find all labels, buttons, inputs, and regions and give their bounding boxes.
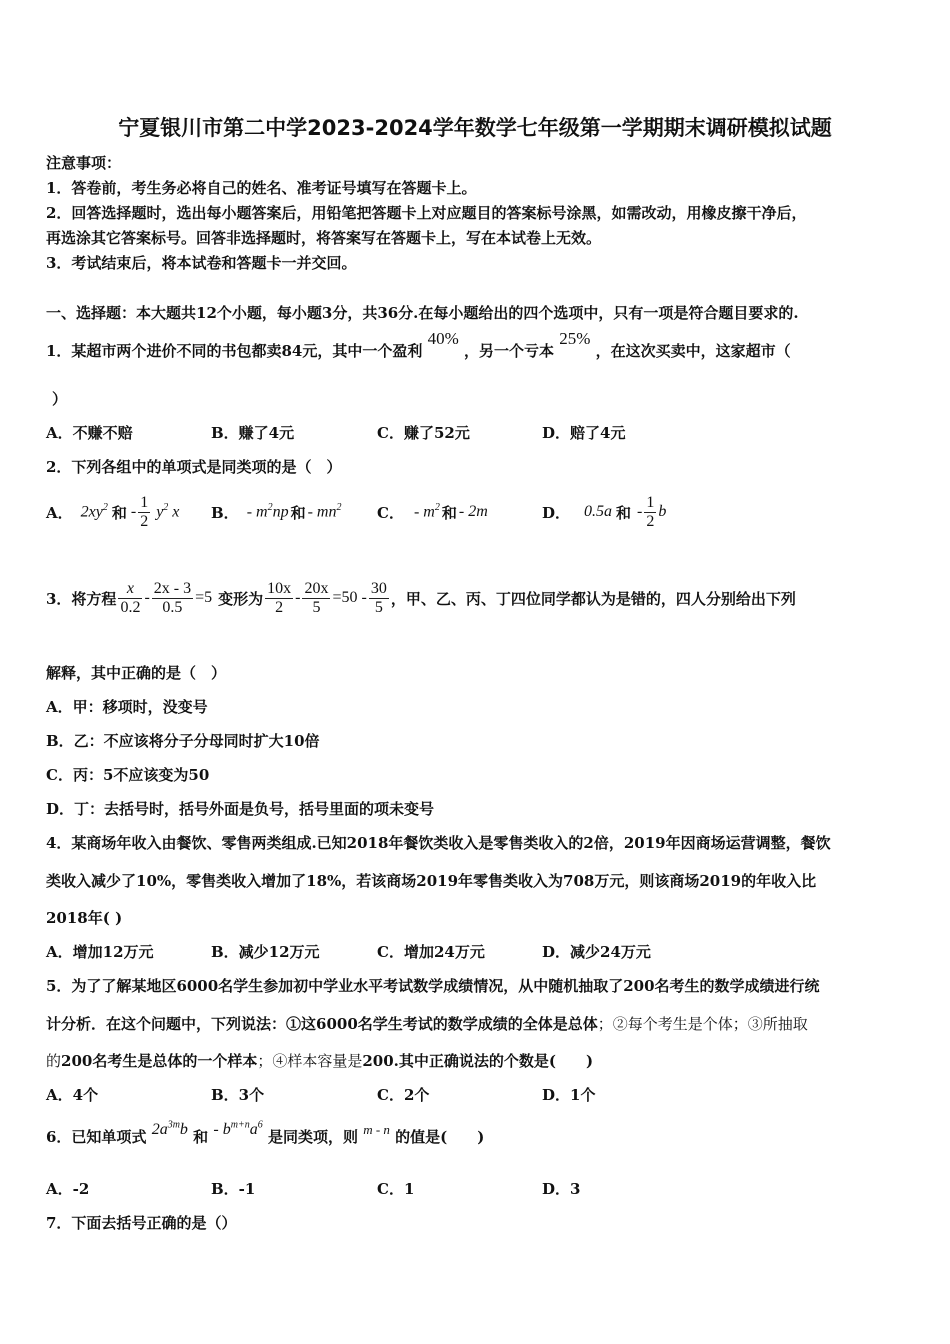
q6-text-b: 是同类项，则	[267, 1128, 358, 1146]
q3-minus-1: -	[144, 589, 150, 606]
q3-option-a[interactable]: A．甲：移项时，没变号	[46, 698, 208, 716]
q3-frac3-den: 2	[275, 598, 284, 616]
q2-c-m: - m	[413, 503, 435, 521]
question-4-line-3: 2018年( )	[46, 909, 123, 927]
q2-d-b: b	[658, 503, 667, 520]
q3-frac2-num: 2x - 3	[153, 579, 192, 597]
q6-term2-a: a	[249, 1121, 258, 1138]
q2-b-and: 和	[290, 503, 306, 522]
q2-b-term1	[247, 502, 289, 521]
q6-term2-base: - b	[213, 1121, 231, 1138]
q1-option-d[interactable]: D．赔了4元	[542, 424, 626, 442]
q1-option-c[interactable]: C．赚了52元	[377, 424, 470, 442]
question-3	[46, 574, 796, 622]
q1-close-paren: ）	[52, 390, 68, 408]
q2-b-np: np	[272, 503, 289, 521]
q1-text-a: 1．某超市两个进价不同的书包都卖84元，其中一个盈利	[46, 342, 423, 360]
q2-d-frac-den: 2	[646, 512, 655, 530]
q6-term1-b: b	[179, 1121, 188, 1138]
q3-frac1	[118, 580, 142, 617]
q5-l3-a: 的	[46, 1052, 62, 1070]
q6-option-d[interactable]: D．3	[542, 1180, 581, 1198]
notice-item-2-cont: 再选涂其它答案标号。回答非选择题时，将答案写在答题卡上，写在本试卷上无效。	[46, 229, 602, 247]
q3-frac1-den: 0.2	[120, 598, 141, 616]
q2-option-a[interactable]	[46, 490, 179, 534]
q2-d-frac-num: 1	[646, 493, 655, 511]
q2-option-d[interactable]	[542, 490, 666, 534]
q2-c-term1	[414, 502, 440, 521]
q2-a-minus: -	[130, 503, 137, 520]
q2-a-fraction	[138, 494, 150, 531]
question-4-line-2: 类收入减少了10%，零售类收入增加了18%，若该商场2019年零售类收入为708万元，则该商场2019的年收入比	[46, 872, 817, 890]
q3-minus-2: -	[295, 589, 301, 606]
q3-frac5	[369, 580, 389, 617]
q5-l3-b: 200名考生是总体的一个样本	[61, 1052, 258, 1070]
q2-a-term1-base: 2xy	[80, 503, 103, 521]
question-5-line-1: 5．为了了解某地区6000名学生参加初中学业水平考试数学成绩情况，从中随机抽取了200名考生的数学成绩进行统	[46, 977, 820, 995]
q6-option-b[interactable]: B．-1	[211, 1180, 256, 1198]
q6-term1-base: 2a	[151, 1121, 168, 1138]
q3-text-b: ，甲、乙、丙、丁四位同学都认为是错的，四人分别给出下列	[390, 589, 796, 608]
q2-d-term1: 0.5a	[584, 503, 613, 520]
question-1	[46, 329, 791, 361]
q3-text-a: 3．将方程	[46, 589, 117, 608]
q3-option-b[interactable]: B．乙：不应该将分子分母同时扩大10倍	[46, 732, 320, 750]
q3-frac1-num: x	[118, 580, 142, 599]
q6-text-a: 6．已知单项式	[46, 1128, 147, 1146]
q4-option-d[interactable]: D．减少24万元	[542, 943, 651, 961]
q1-option-b[interactable]: B．赚了4元	[211, 424, 295, 442]
q2-option-c-label: C．	[377, 503, 404, 522]
q4-option-a[interactable]: A．增加12万元	[46, 943, 154, 961]
q2-option-b-label: B．	[211, 503, 239, 522]
q6-term3: m - n	[363, 1122, 390, 1137]
q5-l2-b: 6000名学生考试的数学成绩的全体是总体	[316, 1015, 598, 1033]
q2-b-m: - m	[246, 503, 268, 521]
q2-b-term2	[308, 502, 342, 521]
page-title: 宁夏银川市第二中学2023-2024学年数学七年级第一学期期末调研模拟试题	[118, 116, 832, 140]
q2-a-term1-exp: 2	[102, 502, 108, 514]
question-5-line-2	[46, 1013, 808, 1034]
q6-text-c: 的值是( )	[395, 1128, 485, 1146]
q2-a-y: y	[156, 503, 164, 521]
q3-frac3-num: 10x	[267, 579, 292, 597]
q6-term2	[213, 1121, 262, 1138]
q1-text-c: ，在这次买卖中，这家超市（	[595, 342, 791, 360]
q2-option-a-label: A．	[46, 503, 73, 522]
q5-option-c[interactable]: C．2个	[377, 1086, 430, 1104]
q3-frac5-num: 30	[370, 579, 387, 597]
q5-option-d[interactable]: D．1个	[542, 1086, 596, 1104]
question-4-line-1: 4．某商场年收入由餐饮、零售两类组成.已知2018年餐饮类收入是零售类收入的2倍，2019年因商场运营调整，餐饮	[46, 834, 831, 852]
q2-a-and: 和	[111, 503, 127, 522]
q2-c-and: 和	[441, 503, 457, 522]
q2-option-d-label: D．	[542, 503, 571, 522]
q6-term1-exp: 3m	[167, 1119, 180, 1131]
q1-text-b: ，另一个亏本	[463, 342, 554, 360]
q1-percent-loss: 25%	[559, 329, 591, 348]
q2-a-term2	[156, 502, 179, 521]
q5-l2-c: ；②每个考生是个体；③所抽取	[597, 1015, 808, 1033]
q5-option-b[interactable]: B．3个	[211, 1086, 265, 1104]
q2-option-b[interactable]	[211, 490, 341, 534]
q5-l3-c: ；④样本容量是	[257, 1052, 363, 1070]
q2-a-y-exp: 2	[163, 502, 169, 514]
question-2: 2．下列各组中的单项式是同类项的是（ ）	[46, 458, 342, 476]
q2-a-frac-den: 2	[140, 512, 149, 530]
q2-b-mn: - mn	[307, 503, 337, 521]
notice-heading: 注意事项：	[46, 154, 122, 172]
q6-option-a[interactable]: A．-2	[46, 1180, 90, 1198]
q3-frac2-den: 0.5	[162, 598, 183, 616]
q3-option-c[interactable]: C．丙：5不应该变为50	[46, 766, 210, 784]
q3-eq1: =5	[195, 589, 213, 606]
q2-a-term1	[81, 502, 108, 521]
q2-b-m-exp: 2	[267, 502, 273, 514]
q5-option-a[interactable]: A．4个	[46, 1086, 99, 1104]
q2-c-term2: - 2m	[458, 503, 488, 520]
q3-option-d[interactable]: D．丁：去括号时，括号外面是负号，括号里面的项未变号	[46, 800, 435, 818]
notice-item-2: 2．回答选择题时，选出每小题答案后，用铅笔把答题卡上对应题目的答案标号涂黑，如需改动，用橡皮擦干净后，	[46, 204, 807, 222]
q1-option-a[interactable]: A．不赚不赔	[46, 424, 133, 442]
q6-term1	[152, 1121, 188, 1138]
notice-item-3: 3．考试结束后，将本试卷和答题卡一并交回。	[46, 254, 357, 272]
q2-d-minus: -	[637, 503, 643, 520]
q3-frac2	[152, 580, 193, 617]
q2-a-x: x	[172, 503, 180, 521]
q6-and: 和	[193, 1128, 209, 1146]
q4-option-c[interactable]: C．增加24万元	[377, 943, 485, 961]
q2-c-m-exp: 2	[434, 502, 440, 514]
question-7: 7．下面去括号正确的是（）	[46, 1214, 237, 1232]
q3-frac4-den: 5	[312, 598, 321, 616]
q2-a-frac-num: 1	[140, 493, 149, 511]
q1-percent-gain: 40%	[427, 329, 459, 348]
q5-l3-d: 200.其中正确说法的个数是( )	[362, 1052, 594, 1070]
q2-b-mn-exp: 2	[336, 502, 342, 514]
section-heading: 一、选择题：本大题共12个小题，每小题3分，共36分.在每小题给出的四个选项中，只有一项是符合题目要求的.	[46, 304, 799, 322]
notice-item-1: 1．答卷前，考生务必将自己的姓名、准考证号填写在答题卡上。	[46, 179, 477, 197]
q3-frac5-den: 5	[374, 598, 383, 616]
q2-d-fraction	[644, 494, 656, 531]
q6-term2-exp: m+n	[230, 1119, 250, 1131]
q3-text-c: 解释，其中正确的是（ ）	[46, 664, 227, 682]
q3-eq2: =50 -	[332, 589, 367, 606]
q6-term2-a-exp: 6	[257, 1119, 263, 1131]
q3-frac3	[265, 580, 293, 617]
q2-d-and: 和	[616, 503, 632, 522]
question-5-line-3	[46, 1050, 593, 1071]
q3-text-mid: 变形为	[218, 589, 264, 608]
q4-option-b[interactable]: B．减少12万元	[211, 943, 320, 961]
q5-l2-a: 计分析．在这个问题中，下列说法：①这	[46, 1015, 317, 1033]
q2-option-c[interactable]	[377, 490, 488, 534]
q3-frac4-num: 20x	[304, 579, 329, 597]
question-6	[46, 1119, 485, 1147]
q6-option-c[interactable]: C．1	[377, 1180, 415, 1198]
q3-frac4	[302, 580, 330, 617]
